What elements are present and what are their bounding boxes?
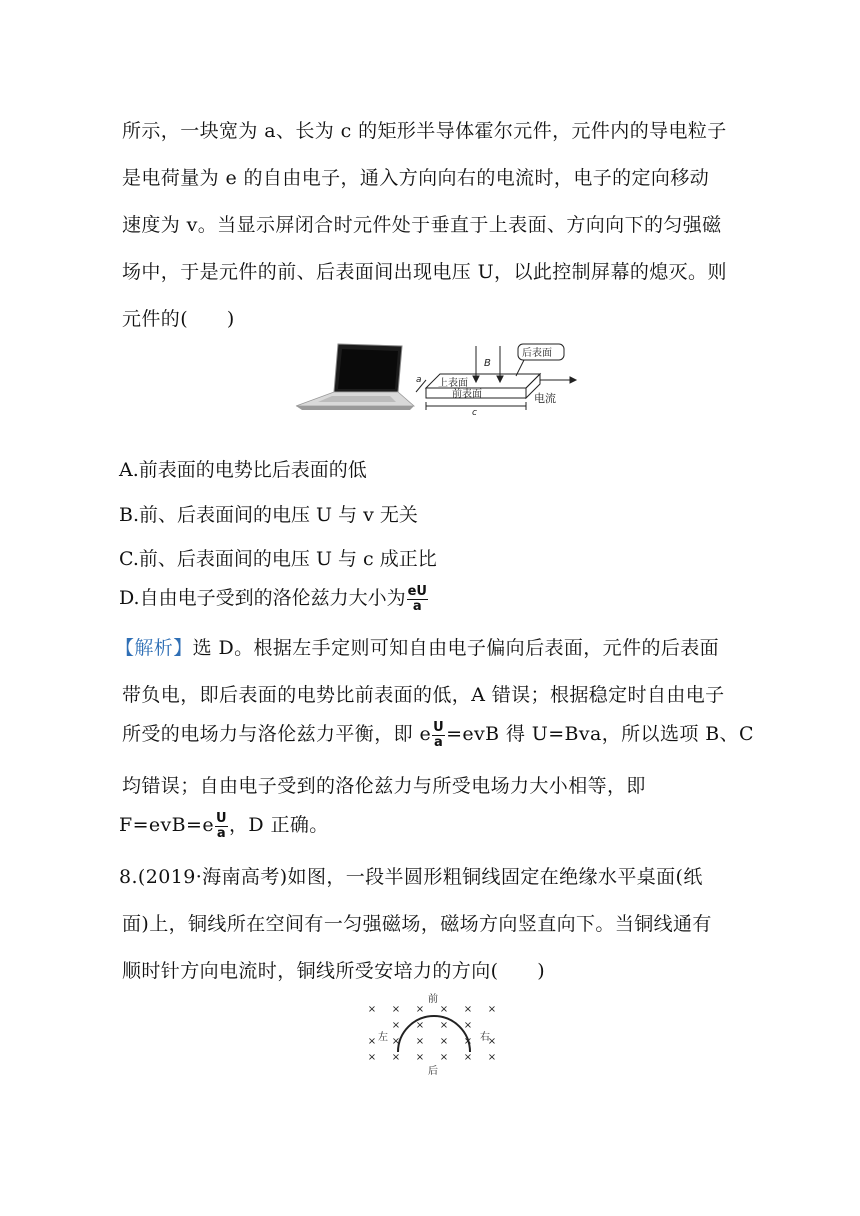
fraction-u-a: $\frac{U}{a}$	[433, 719, 445, 750]
field-cross: ×	[415, 1020, 425, 1031]
laptop-image	[296, 344, 414, 410]
option-b: B.前、后表面间的电压 U 与 v 无关	[119, 504, 418, 526]
analysis-tag: 【解析】	[115, 637, 193, 659]
fraction-u-a: $\frac{U}{a}$	[216, 810, 227, 841]
field-cross: ×	[487, 1052, 497, 1063]
label-right: 右	[480, 1032, 490, 1043]
field-cross: ×	[463, 1004, 473, 1015]
hall-element-figure	[288, 340, 578, 420]
field-cross: ×	[487, 1036, 497, 1047]
field-cross: ×	[463, 1020, 473, 1031]
label-b: B	[484, 358, 491, 369]
text-line: 是电荷量为 e 的自由电子，通入方向向右的电流时，电子的定向移动	[122, 167, 710, 189]
label-back: 后	[428, 1066, 438, 1077]
field-cross: ×	[391, 1004, 401, 1015]
field-cross: ×	[487, 1004, 497, 1015]
field-cross: ×	[439, 1004, 449, 1015]
option-d	[119, 583, 429, 614]
question-8-line: 8.(2019·海南高考)如图，一段半圆形粗铜线固定在绝缘水平桌面(纸	[119, 866, 703, 888]
label-front-surface: 前表面	[452, 389, 482, 400]
analysis-line: 所受的电场力与洛伦兹力平衡，即 e $\frac{U}{a}$ =evB 得 U=Bva，所以选项 B、C	[122, 719, 754, 750]
text-line: 元件的( )	[122, 308, 235, 330]
field-cross: ×	[391, 1020, 401, 1031]
field-cross: ×	[367, 1036, 377, 1047]
analysis-line: 带负电，即后表面的电势比前表面的低，A 错误；根据稳定时自由电子	[122, 684, 725, 706]
option-a: A.前表面的电势比后表面的低	[119, 459, 367, 481]
field-cross: ×	[439, 1052, 449, 1063]
field-cross: ×	[391, 1052, 401, 1063]
semicircle-wire-figure	[360, 990, 510, 1080]
label-back-surface: 后表面	[522, 348, 552, 359]
label-left: 左	[378, 1032, 388, 1043]
label-c: c	[472, 408, 477, 418]
analysis-line: F=evB=e $\frac{U}{a}$ ，D 正确。	[119, 810, 329, 841]
analysis-line: 【解析】选 D。根据左手定则可知自由电子偏向后表面，元件的后表面	[115, 637, 720, 659]
label-current: 电流	[534, 392, 556, 405]
semicircle-wire	[398, 1016, 473, 1052]
field-cross: ×	[415, 1004, 425, 1015]
field-cross: ×	[439, 1020, 449, 1031]
field-cross: ×	[463, 1036, 473, 1047]
field-cross: ×	[367, 1004, 377, 1015]
label-top-surface: 上表面	[438, 378, 468, 389]
field-cross: ×	[415, 1052, 425, 1063]
fraction-eu-a: $\frac{eU}{a}$	[407, 583, 427, 614]
question-8-line: 面)上，铜线所在空间有一匀强磁场，磁场方向竖直向下。当铜线通有	[122, 913, 712, 935]
label-a: a	[416, 375, 422, 385]
field-cross: ×	[415, 1036, 425, 1047]
text-line: 场中，于是元件的前、后表面间出现电压 U，以此控制屏幕的熄灭。则	[122, 261, 727, 283]
text-line: 速度为 v。当显示屏闭合时元件处于垂直于上表面、方向向下的匀强磁	[122, 214, 722, 236]
field-cross: ×	[391, 1036, 401, 1047]
label-front: 前	[428, 994, 438, 1005]
question-8-line: 顺时针方向电流时，铜线所受安培力的方向( )	[122, 960, 546, 982]
option-c: C.前、后表面间的电压 U 与 c 成正比	[119, 548, 437, 570]
text-line: 所示，一块宽为 a、长为 c 的矩形半导体霍尔元件，元件内的导电粒子	[122, 120, 727, 142]
option-d-text: D.自由电子受到的洛伦兹力大小为	[119, 587, 406, 609]
field-cross: ×	[367, 1052, 377, 1063]
analysis-line: 均错误；自由电子受到的洛伦兹力与所受电场力大小相等，即	[122, 775, 646, 797]
field-cross: ×	[463, 1052, 473, 1063]
field-cross: ×	[439, 1036, 449, 1047]
